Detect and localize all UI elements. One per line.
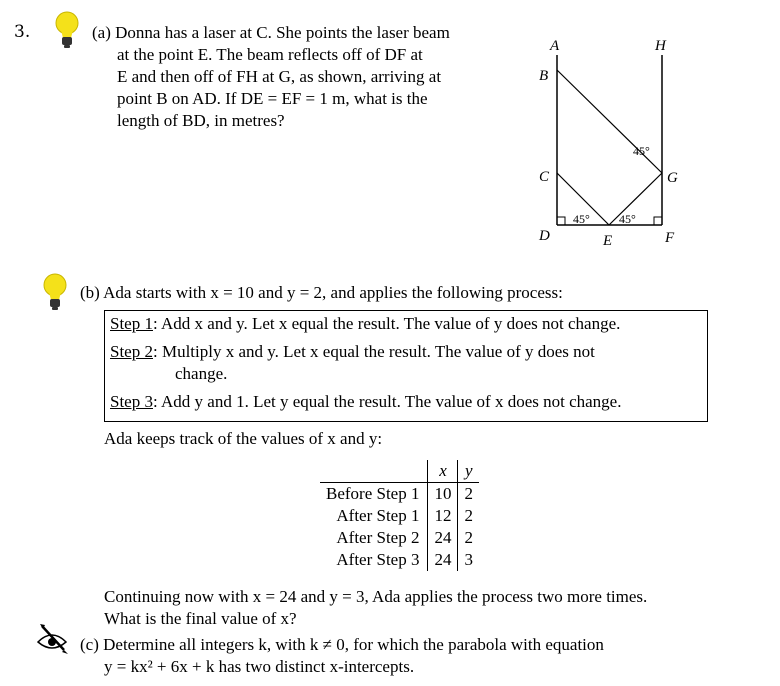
label-e: E — [603, 233, 613, 249]
row-x: 10 — [428, 483, 458, 506]
label-b: B — [539, 68, 549, 84]
label-f: F — [665, 230, 675, 246]
table-header-x: x — [428, 460, 458, 483]
part-c-line-1: (c) Determine all integers k, with k ≠ 0, for which the parabola with equation — [80, 635, 604, 654]
step-1-label: Step 1 — [110, 314, 153, 333]
row-label: After Step 2 — [320, 527, 428, 549]
part-a-line-3: E and then off of FH at G, as shown, arriving at — [117, 67, 442, 86]
row-label: Before Step 1 — [320, 483, 428, 506]
step-3-text: : Add y and 1. Let y equal the result. The value of x does not change. — [152, 392, 622, 411]
row-y: 3 — [464, 550, 473, 569]
step-2-label: Step 2 — [110, 342, 153, 361]
row-x: 24 — [428, 549, 458, 571]
right-angle-f — [654, 217, 662, 225]
step-1-text: : Add x and y. Let x equal the result. The value of y does not change. — [152, 314, 621, 333]
label-c: C — [539, 169, 550, 185]
label-g: G — [667, 170, 678, 186]
row-x: 12 — [428, 505, 458, 527]
steps-box — [104, 310, 708, 422]
row-y: 2 — [464, 484, 473, 503]
angle-label-right: 45° — [619, 212, 636, 226]
label-a: A — [550, 38, 560, 54]
table-header-row — [320, 460, 479, 483]
values-table — [320, 460, 479, 571]
pencil-eye-icon — [36, 622, 72, 656]
part-a-line-5: length of BD, in metres? — [117, 111, 285, 130]
row-y: 2 — [464, 506, 473, 525]
row-label: After Step 3 — [320, 549, 428, 571]
part-b-intro: (b) Ada starts with x = 10 and y = 2, and applies the following process: — [80, 283, 563, 302]
part-c-line-2: y = kx² + 6x + k has two distinct x-intercepts. — [104, 657, 415, 676]
continue-line-1: Continuing now with x = 24 and y = 3, Ada applies the process two more times. — [104, 587, 648, 606]
step-2 — [110, 342, 595, 362]
step-2-continued: change. — [175, 364, 228, 383]
right-angle-d — [557, 217, 565, 225]
lightbulb-icon — [40, 272, 70, 312]
row-y: 2 — [464, 528, 473, 547]
angle-label-top: 45° — [633, 144, 650, 158]
label-d: D — [539, 228, 550, 244]
step-1 — [110, 314, 620, 334]
table-row — [320, 527, 479, 549]
part-a-line-2: at the point E. The beam reflects off of DF at — [117, 45, 423, 64]
track-text: Ada keeps track of the values of x and y: — [104, 429, 383, 448]
table-row — [320, 549, 479, 571]
angle-label-left: 45° — [573, 212, 590, 226]
part-a-line-1: (a) Donna has a laser at C. She points the laser beam — [92, 23, 450, 42]
row-x: 24 — [428, 527, 458, 549]
laser-diagram — [525, 30, 695, 255]
table-row — [320, 505, 479, 527]
step-3-label: Step 3 — [110, 392, 153, 411]
label-h: H — [655, 38, 666, 54]
table-header-blank — [320, 460, 428, 483]
step-2-text: : Multiply x and y. Let x equal the result. The value of y does not — [152, 342, 595, 361]
lightbulb-icon — [52, 10, 82, 50]
part-a-line-4: point B on AD. If DE = EF = 1 m, what is the — [117, 89, 428, 108]
table-header-y: y — [458, 460, 479, 483]
question-number: 3. — [14, 22, 31, 42]
continue-line-2: What is the final value of x? — [104, 609, 297, 628]
step-3 — [110, 392, 621, 412]
table-row — [320, 483, 479, 506]
row-label: After Step 1 — [320, 505, 428, 527]
